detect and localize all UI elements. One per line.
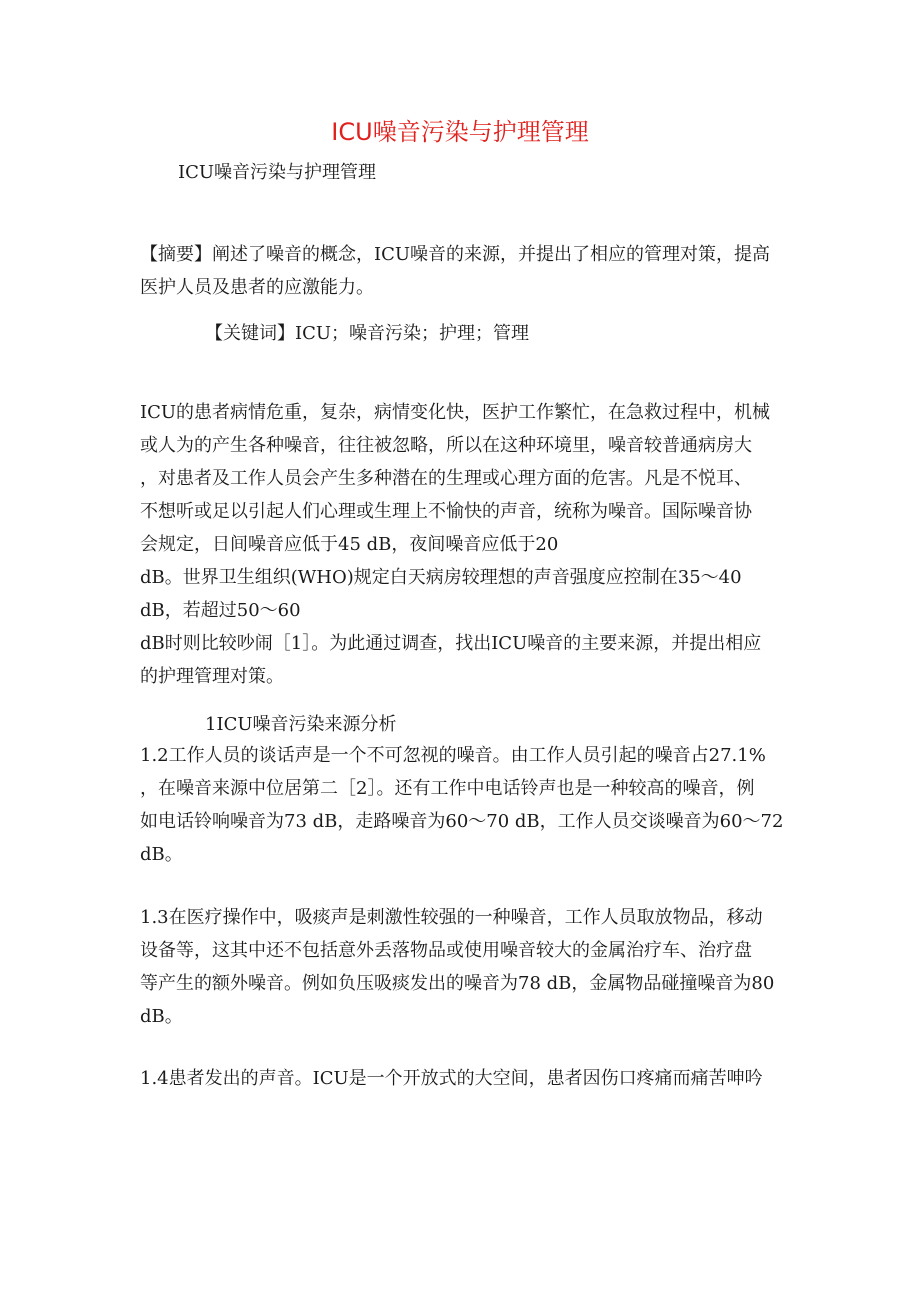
item-1-3-line: 1.3在医疗操作中，吸痰声是刺激性较强的一种噪音，工作人员取放物品，移动 bbox=[140, 907, 763, 928]
keywords: 【关键词】ICU；噪音污染；护理；管理 bbox=[205, 323, 530, 344]
intro-line: dB时则比较吵闹［1］。为此通过调查，找出ICU噪音的主要来源，并提出相应 bbox=[140, 633, 762, 654]
intro-line: 会规定，日间噪音应低于45 dB，夜间噪音应低于20 bbox=[140, 534, 559, 555]
intro-line: ，对患者及工作人员会产生多种潜在的生理或心理方面的危害。凡是不悦耳、 bbox=[140, 468, 752, 489]
document-title: ICU噪音污染与护理管理 bbox=[331, 118, 589, 146]
intro-line: 或人为的产生各种噪音，往往被忽略，所以在这种环境里，噪音较普通病房大 bbox=[140, 435, 752, 456]
item-1-3-line: 等产生的额外噪音。例如负压吸痰发出的噪音为78 dB，金属物品碰撞噪音为80 bbox=[140, 973, 775, 994]
intro-line: dB。世界卫生组织(WHO)规定白天病房较理想的声音强度应控制在35～40 bbox=[140, 567, 742, 588]
item-1-2-line: ，在噪音来源中位居第二［2］。还有工作中电话铃声也是一种较高的噪音，例 bbox=[140, 778, 755, 799]
abstract-line: 【摘要】阐述了噪音的概念，ICU噪音的来源，并提出了相应的管理对策，提高 bbox=[140, 244, 771, 265]
item-1-2-line: dB。 bbox=[140, 844, 183, 865]
abstract-line: 医护人员及患者的应激能力。 bbox=[140, 277, 374, 298]
item-1-4-line: 1.4患者发出的声音。ICU是一个开放式的大空间，患者因伤口疼痛而痛苦呻吟 bbox=[140, 1068, 763, 1089]
intro-line: dB，若超过50～60 bbox=[140, 600, 301, 621]
item-1-2-line: 1.2工作人员的谈话声是一个不可忽视的噪音。由工作人员引起的噪音占27.1% bbox=[140, 745, 766, 766]
item-1-2-line: 如电话铃响噪音为73 dB，走路噪音为60～70 dB，工作人员交谈噪音为60～72 bbox=[140, 811, 784, 832]
section-heading: 1ICU噪音污染来源分析 bbox=[205, 714, 397, 735]
intro-line: 的护理管理对策。 bbox=[140, 666, 284, 687]
document-subtitle: ICU噪音污染与护理管理 bbox=[178, 162, 377, 183]
intro-line: 不想听或足以引起人们心理或生理上不愉快的声音，统称为噪音。国际噪音协 bbox=[140, 501, 752, 522]
intro-line: ICU的患者病情危重，复杂，病情变化快，医护工作繁忙，在急救过程中，机械 bbox=[140, 402, 771, 423]
item-1-3-line: 设备等，这其中还不包括意外丢落物品或使用噪音较大的金属治疗车、治疗盘 bbox=[140, 940, 752, 961]
item-1-3-line: dB。 bbox=[140, 1006, 183, 1027]
